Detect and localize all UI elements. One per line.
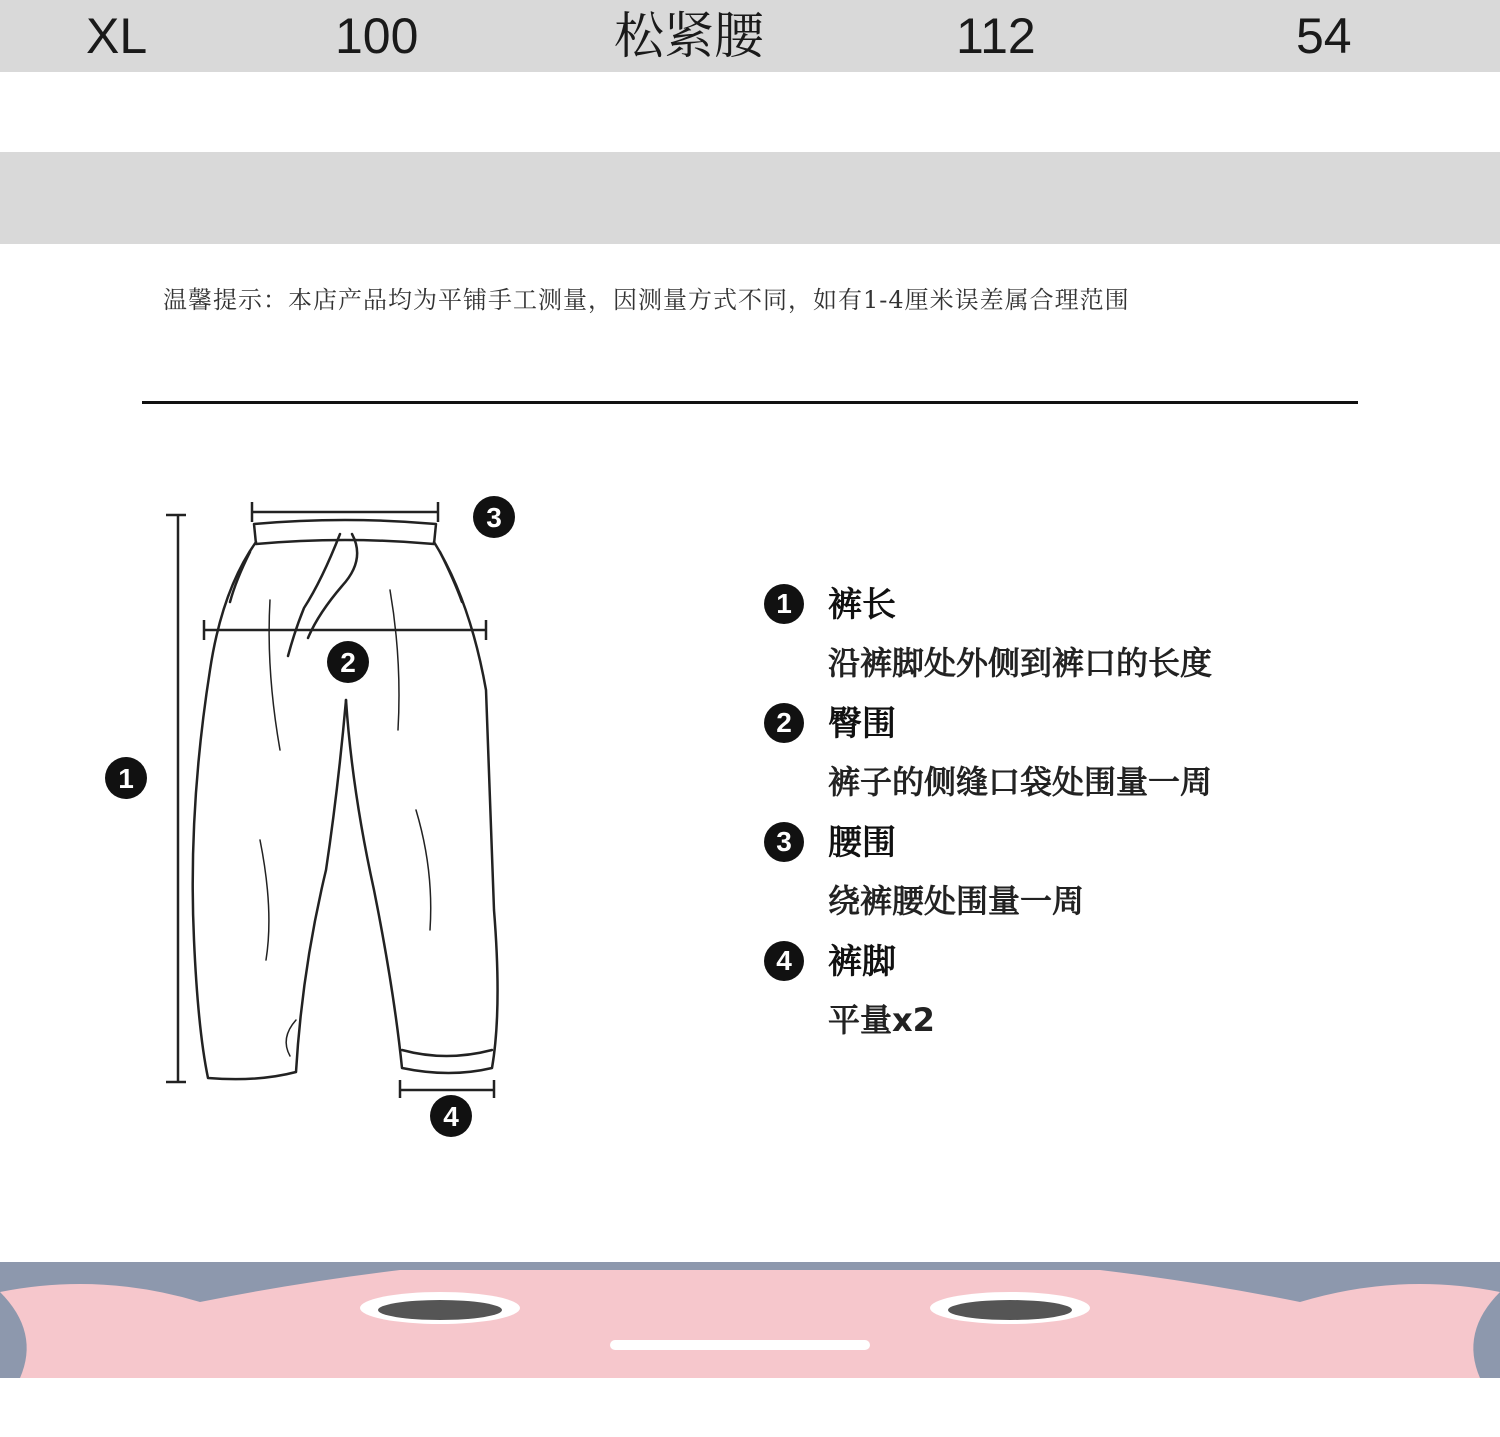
marker-2 bbox=[327, 641, 369, 683]
marker-3 bbox=[473, 496, 515, 538]
size-cell-waist: 松紧腰 bbox=[614, 7, 764, 65]
size-table-row bbox=[0, 0, 1500, 72]
legend-item-hip bbox=[760, 699, 1380, 818]
pants-diagram bbox=[90, 490, 540, 1150]
size-cell-size: XL bbox=[86, 8, 148, 64]
legend-item-hem bbox=[760, 937, 1380, 1056]
legend-description: 平量x2 bbox=[828, 1001, 935, 1039]
legend-title: 臀围 bbox=[828, 704, 896, 744]
cartoon-face-banner bbox=[0, 1262, 1500, 1378]
size-cell-length: 100 bbox=[335, 8, 419, 64]
svg-text:3: 3 bbox=[486, 502, 502, 533]
measurement-legend bbox=[760, 580, 1380, 1056]
measurement-notice: 温馨提示：本店产品均为平铺手工测量，因测量方式不同，如有1-4厘米误差属合理范围 bbox=[163, 286, 1130, 314]
section-divider bbox=[142, 401, 1358, 404]
legend-description: 沿裤脚处外侧到裤口的长度 bbox=[828, 644, 1213, 682]
legend-number: 3 bbox=[764, 822, 804, 862]
pants-outline bbox=[193, 520, 498, 1079]
marker-4 bbox=[430, 1095, 472, 1137]
banner-right-eye bbox=[948, 1300, 1072, 1320]
hip-measure-line bbox=[204, 620, 486, 640]
legend-number: 4 bbox=[764, 941, 804, 981]
banner-left-eye bbox=[378, 1300, 502, 1320]
legend-title: 腰围 bbox=[828, 823, 896, 863]
legend-item-length bbox=[760, 580, 1380, 699]
svg-text:2: 2 bbox=[340, 647, 356, 678]
legend-item-waist bbox=[760, 818, 1380, 937]
legend-title: 裤长 bbox=[828, 585, 896, 625]
size-cell-hem: 54 bbox=[1296, 8, 1352, 64]
marker-1 bbox=[105, 757, 147, 799]
legend-title: 裤脚 bbox=[828, 942, 896, 982]
legend-number: 1 bbox=[764, 584, 804, 624]
svg-text:1: 1 bbox=[118, 763, 134, 794]
length-measure-line bbox=[166, 515, 186, 1082]
svg-text:4: 4 bbox=[443, 1101, 459, 1132]
legend-description: 裤子的侧缝口袋处围量一周 bbox=[828, 763, 1213, 801]
hem-measure-line bbox=[400, 1080, 494, 1098]
empty-table-band bbox=[0, 152, 1500, 244]
legend-number: 2 bbox=[764, 703, 804, 743]
legend-description: 绕裤腰处围量一周 bbox=[828, 882, 1085, 920]
size-cell-hip: 112 bbox=[956, 8, 1036, 64]
banner-mouth bbox=[610, 1340, 870, 1350]
